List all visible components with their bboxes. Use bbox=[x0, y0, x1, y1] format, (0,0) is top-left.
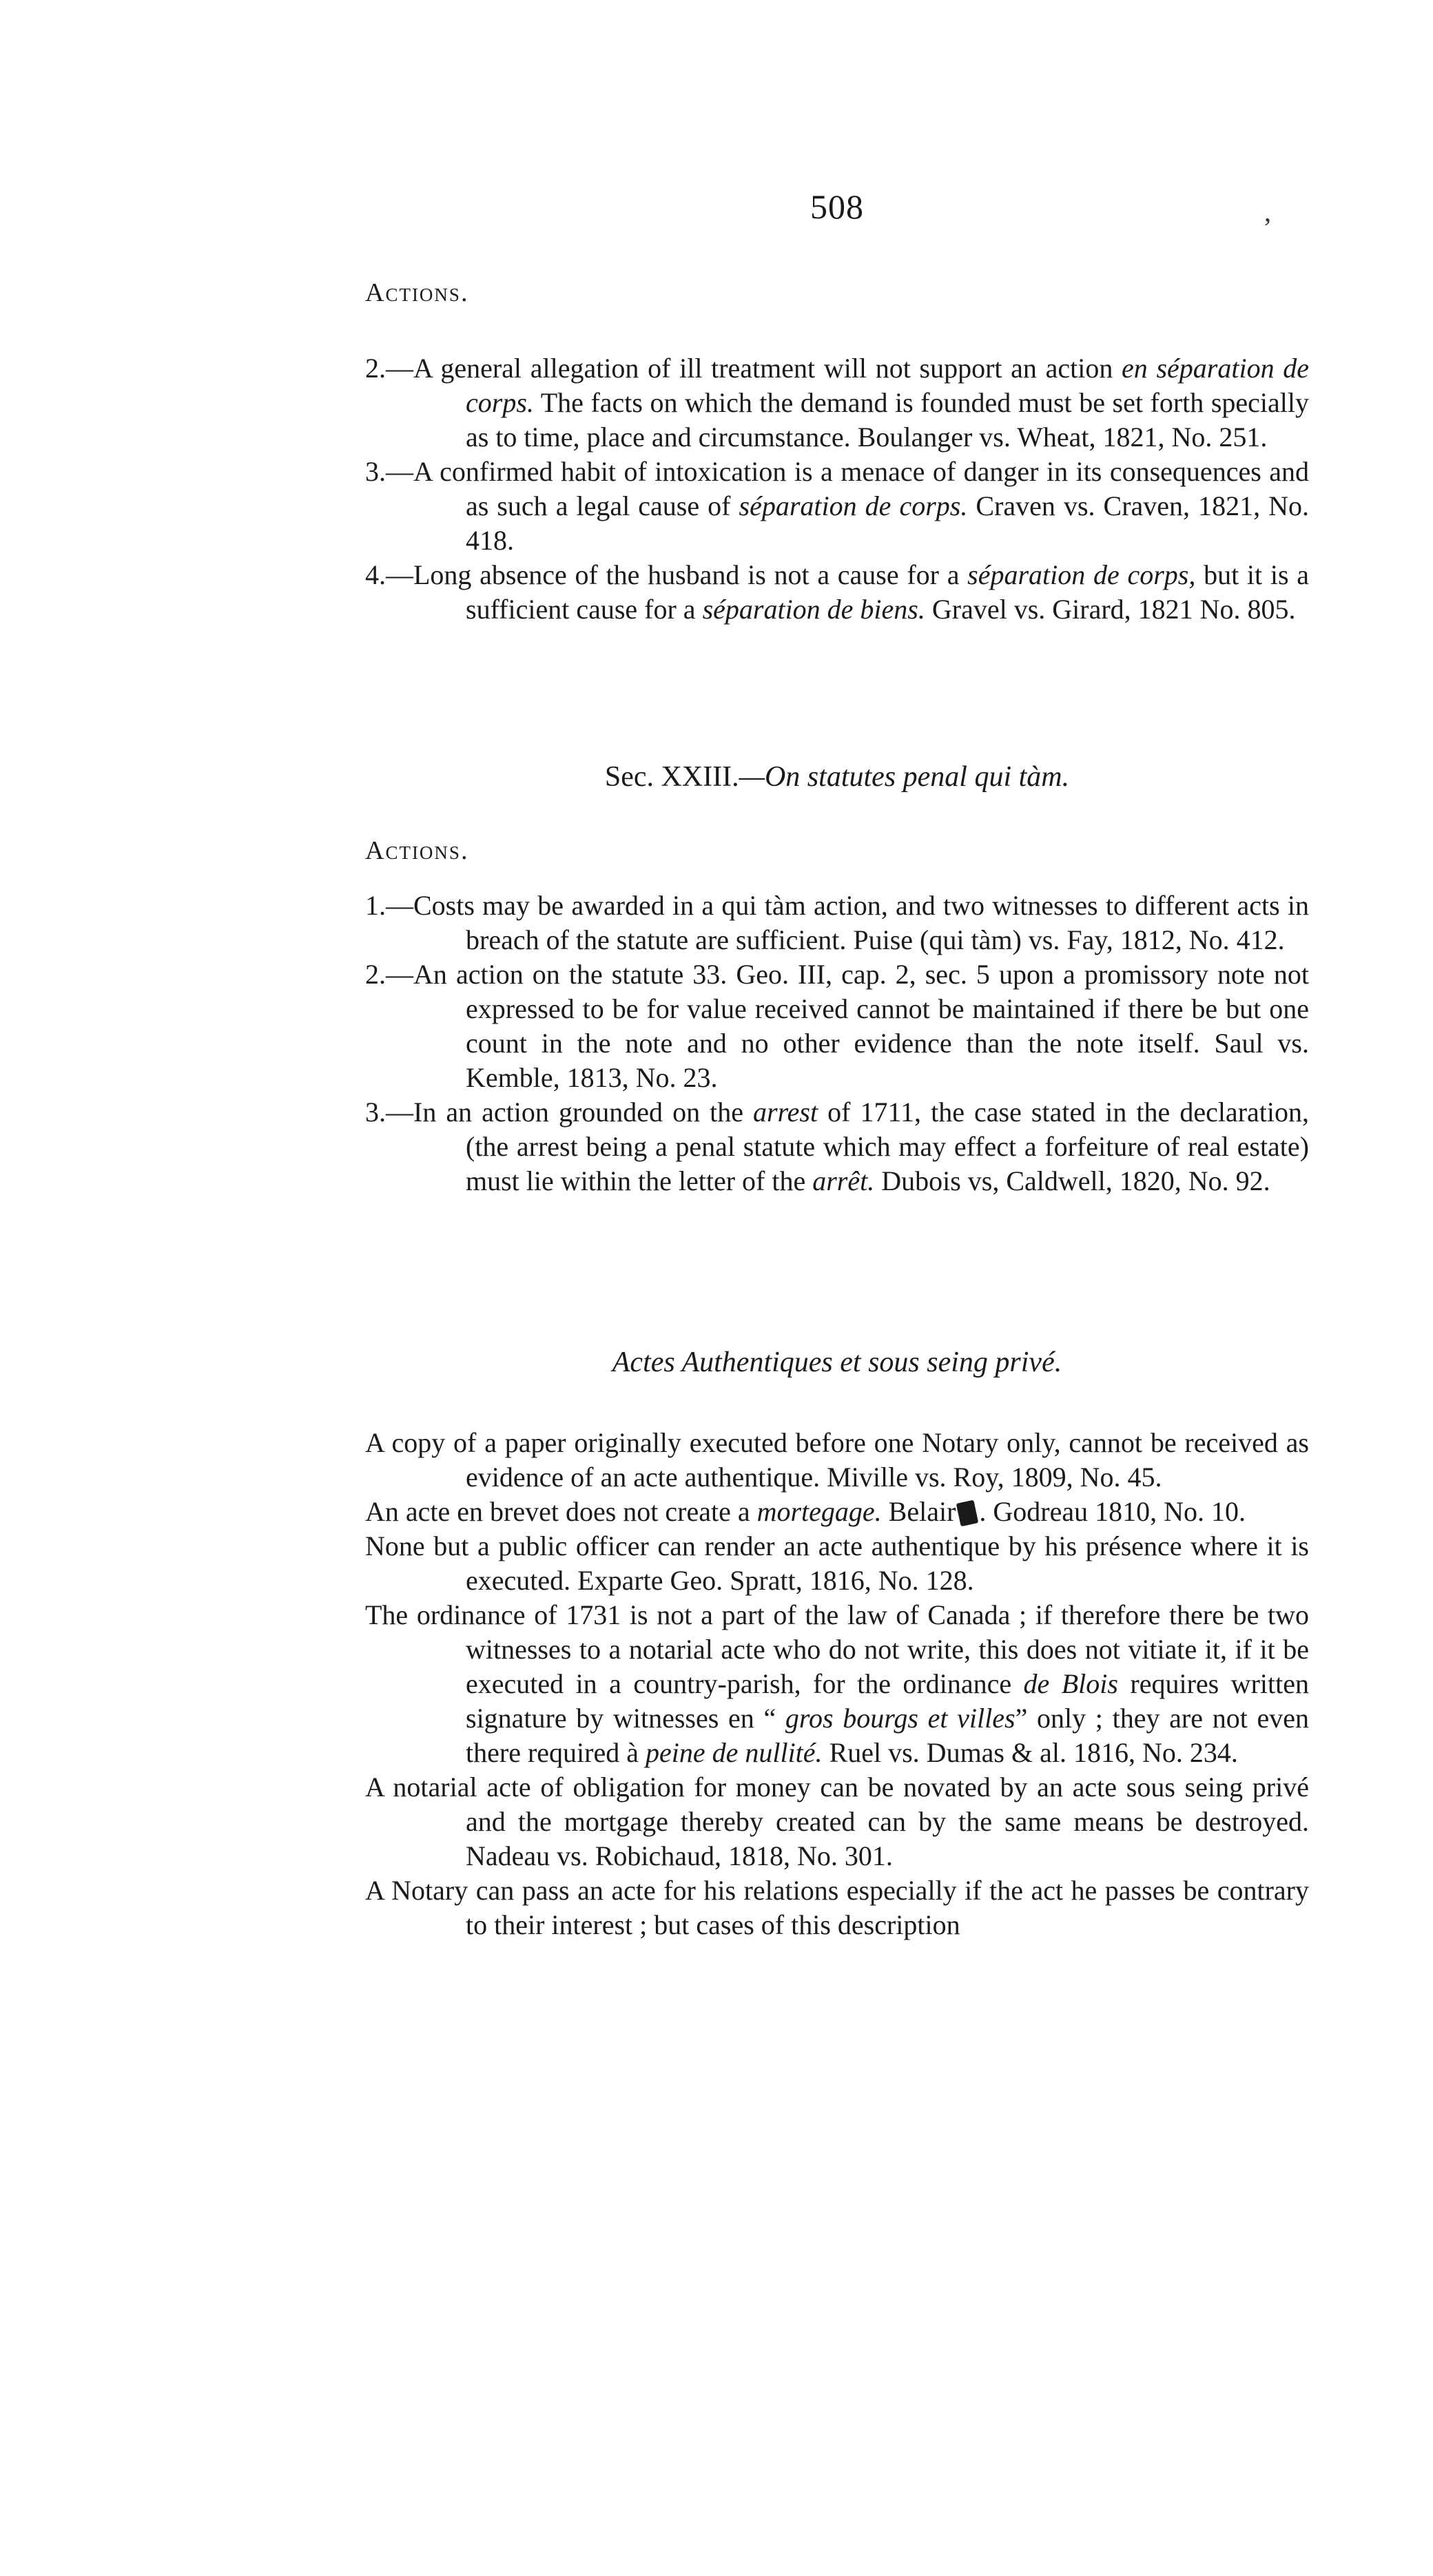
corner-mark: , bbox=[1264, 196, 1271, 227]
entries-marriage bbox=[365, 351, 1309, 627]
entry-actes-2: An acte en brevet does not create a mortegage. Belair . Godreau 1810, No. 10. bbox=[365, 1496, 1246, 1527]
entries-actes bbox=[365, 1426, 1309, 1942]
entry-actes-1: A copy of a paper originally executed before one Notary only, cannot be received as evidence of an acte authentique. Miville vs. Roy, 1809, No. 45. bbox=[365, 1427, 1309, 1493]
section-heading-actes: Actes Authentiques et sous seing privé. bbox=[612, 1347, 1062, 1378]
entry-marriage-3: 3.—A confirmed habit of intoxication is a menace of danger in its consequences and as such a legal cause of séparation de corps. Craven vs. Craven, 1821, No. 418. bbox=[365, 456, 1310, 556]
entry-statutes-3: 3.—In an action grounded on the arrest of 1711, the case stated in the declaration, (the arrest being a penal statute which may effect a forfeiture of real estate) must lie within the letter of the arrêt. Dubois vs, Caldwell, 1820, No. 92. bbox=[365, 1097, 1309, 1196]
entry-actes-6: A Notary can pass an acte for his relations especially if the act he passes be contrary to their interest ; but cases of this description bbox=[365, 1875, 1309, 1940]
section-caption-actions-1: Actions. bbox=[365, 278, 469, 307]
section-heading-xxiii: Sec. XXIII.—On statutes penal qui tàm. bbox=[604, 761, 1070, 793]
entry-statutes-2: 2.—An action on the statute 33. Geo. III, cap. 2, sec. 5 upon a promissory note not expressed to be for value received cannot be maintained if there be but one count in the note and no other evidence than the note itself. Saul vs. Kemble, 1813, No. 23. bbox=[365, 959, 1309, 1093]
entry-marriage-2: 2.—A general allegation of ill treatment will not support an action en séparation de corps. The facts on which the demand is founded must be set forth specially as to time, place and circumstance. Boulanger vs. Wheat, 1821, No. 251. bbox=[365, 353, 1309, 453]
entry-statutes-1: 1.—Costs may be awarded in a qui tàm action, and two witnesses to different acts in breach of the statute are sufficient. Puise (qui tàm) vs. Fay, 1812, No. 412. bbox=[365, 890, 1309, 955]
section-caption-actions-2: Actions. bbox=[365, 836, 469, 865]
entry-actes-5: A notarial acte of obligation for money can be novated by an acte sous seing privé and the mortgage thereby created can by the same means be destroyed. Nadeau vs. Robichaud, 1818, No. 301. bbox=[365, 1772, 1309, 1871]
ink-blot-icon bbox=[956, 1500, 979, 1527]
entry-actes-4: The ordinance of 1731 is not a part of the law of Canada ; if therefore there be two witnesses to a notarial acte who do not write, this does not vitiate it, if it be executed in a country-parish, for the ordinance de Blois requires written signature by witnesses en “ gros bourgs et villes” only ; they are not even there required à peine de nullité. Ruel vs. Dumas & al. 1816, No. 234. bbox=[365, 1599, 1310, 1768]
page-number: 508 bbox=[810, 187, 864, 226]
entry-marriage-4: 4.—Long absence of the husband is not a cause for a séparation de corps, but it is a sufficient cause for a séparation de biens. Gravel vs. Girard, 1821 No. 805. bbox=[365, 559, 1309, 625]
entry-actes-3: None but a public officer can render an acte authentique by his présence where it is executed. Exparte Geo. Spratt, 1816, No. 128. bbox=[365, 1530, 1309, 1596]
entries-statutes bbox=[365, 889, 1309, 1198]
